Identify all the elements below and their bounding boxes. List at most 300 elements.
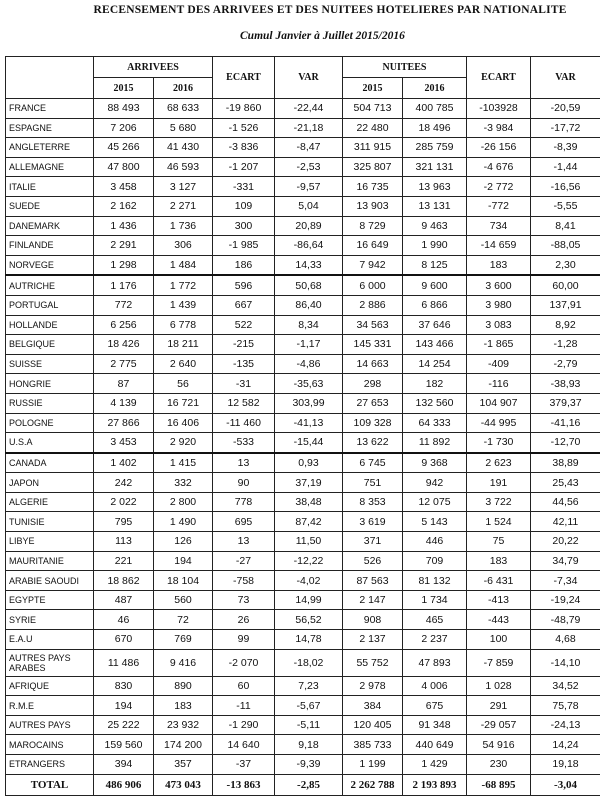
arrivees-ecart-cell: -31 [213, 374, 275, 394]
nuitees-ecart-cell: 3 980 [467, 295, 531, 315]
arrivees-2016-header: 2016 [154, 78, 213, 99]
arrivees-ecart-cell: 13 [213, 453, 275, 473]
arrivees-ecart-cell: -3 836 [213, 138, 275, 158]
nuitees-ecart-cell: -409 [467, 354, 531, 374]
table-row [6, 236, 600, 256]
table-row [6, 196, 600, 216]
arrivees-var-cell: 86,40 [275, 295, 343, 315]
table-row [6, 275, 600, 295]
arrivees-ecart-cell: 695 [213, 512, 275, 532]
arrivees-var-cell: 20,89 [275, 216, 343, 236]
arrivees-2015-cell: 1 298 [94, 255, 154, 275]
nuitees-2015-cell: 120 405 [343, 715, 403, 735]
nuitees-var-cell: -1,28 [531, 335, 600, 355]
country-cell: FRANCE [6, 99, 94, 119]
arrivees-2015-cell: 221 [94, 551, 154, 571]
arrivees-var-cell: -5,67 [275, 696, 343, 716]
arrivees-ecart-cell: -19 860 [213, 99, 275, 119]
nuitees-var-cell: -2,79 [531, 354, 600, 374]
nuitees-ecart-cell: 183 [467, 255, 531, 275]
arrivees-var-cell: -4,86 [275, 354, 343, 374]
country-cell: SUEDE [6, 196, 94, 216]
country-cell: TOTAL [6, 774, 94, 795]
nuitees-2015-cell: 1 199 [343, 755, 403, 775]
table-row [6, 393, 600, 413]
arrivees-2015-cell: 46 [94, 610, 154, 630]
table-row [6, 295, 600, 315]
nuitees-2016-cell: 37 646 [403, 315, 467, 335]
table-row [6, 590, 600, 610]
arrivees-2015-cell: 394 [94, 755, 154, 775]
country-cell: LIBYE [6, 532, 94, 552]
nuitees-ecart-cell: -68 895 [467, 774, 531, 795]
nuitees-var-cell: -3,04 [531, 774, 600, 795]
arrivees-2016-cell: 174 200 [154, 735, 213, 755]
country-header [6, 57, 94, 99]
arrivees-ecart-cell: -11 [213, 696, 275, 716]
nuitees-2015-cell: 7 942 [343, 255, 403, 275]
nationality-table [5, 56, 600, 796]
arrivees-ecart-cell: -2 070 [213, 649, 275, 676]
nuitees-var-cell: -7,34 [531, 571, 600, 591]
arrivees-var-cell: 37,19 [275, 473, 343, 493]
table-row [6, 532, 600, 552]
table-row [6, 571, 600, 591]
country-cell: EGYPTE [6, 590, 94, 610]
country-cell: ESPAGNE [6, 118, 94, 138]
country-cell: RUSSIE [6, 393, 94, 413]
country-cell: HONGRIE [6, 374, 94, 394]
arrivees-ecart-cell: 73 [213, 590, 275, 610]
country-cell: MAURITANIE [6, 551, 94, 571]
nuitees-ecart-cell: -413 [467, 590, 531, 610]
nuitees-2016-cell: 5 143 [403, 512, 467, 532]
arrivees-2015-cell: 3 458 [94, 177, 154, 197]
arrivees-var-cell: 14,33 [275, 255, 343, 275]
arrivees-2016-cell: 56 [154, 374, 213, 394]
nuitees-2015-cell: 2 886 [343, 295, 403, 315]
arrivees-2016-cell: 18 104 [154, 571, 213, 591]
nuitees-2016-header: 2016 [403, 78, 467, 99]
nuitees-2015-cell: 2 262 788 [343, 774, 403, 795]
arrivees-ecart-cell: 14 640 [213, 735, 275, 755]
arrivees-var-cell: 5,04 [275, 196, 343, 216]
table-row [6, 138, 600, 158]
arrivees-ecart-cell: -135 [213, 354, 275, 374]
arrivees-2016-cell: 9 416 [154, 649, 213, 676]
nuitees-2016-cell: 9 463 [403, 216, 467, 236]
arrivees-header: ARRIVEES [94, 57, 213, 78]
arrivees-ecart-header: ECART [213, 57, 275, 99]
country-cell: ITALIE [6, 177, 94, 197]
table-row [6, 413, 600, 433]
arrivees-2015-cell: 18 426 [94, 335, 154, 355]
nuitees-var-cell: -8,39 [531, 138, 600, 158]
arrivees-2015-cell: 486 906 [94, 774, 154, 795]
arrivees-2015-cell: 45 266 [94, 138, 154, 158]
nuitees-2015-cell: 908 [343, 610, 403, 630]
nuitees-var-cell: -20,59 [531, 99, 600, 119]
nuitees-ecart-cell: -6 431 [467, 571, 531, 591]
arrivees-2016-cell: 560 [154, 590, 213, 610]
nuitees-header: NUITEES [343, 57, 467, 78]
arrivees-ecart-cell: -37 [213, 755, 275, 775]
arrivees-2015-cell: 47 800 [94, 157, 154, 177]
arrivees-2016-cell: 6 778 [154, 315, 213, 335]
nuitees-2015-cell: 2 137 [343, 630, 403, 650]
country-cell: U.S.A [6, 433, 94, 453]
country-cell: NORVEGE [6, 255, 94, 275]
arrivees-2016-cell: 473 043 [154, 774, 213, 795]
arrivees-2016-cell: 3 127 [154, 177, 213, 197]
arrivees-var-cell: 9,18 [275, 735, 343, 755]
arrivees-ecart-cell: 26 [213, 610, 275, 630]
nuitees-var-cell: -14,10 [531, 649, 600, 676]
arrivees-ecart-cell: 109 [213, 196, 275, 216]
nuitees-2016-cell: 13 963 [403, 177, 467, 197]
arrivees-var-cell: 7,23 [275, 676, 343, 696]
arrivees-ecart-cell: -758 [213, 571, 275, 591]
arrivees-var-cell: -12,22 [275, 551, 343, 571]
arrivees-var-cell: 87,42 [275, 512, 343, 532]
arrivees-ecart-cell: 300 [213, 216, 275, 236]
nuitees-var-cell: 379,37 [531, 393, 600, 413]
table-row [6, 157, 600, 177]
nuitees-var-cell: -88,05 [531, 236, 600, 256]
arrivees-2015-cell: 2 162 [94, 196, 154, 216]
nuitees-var-cell: 34,52 [531, 676, 600, 696]
total-row [6, 774, 600, 795]
country-cell: DANEMARK [6, 216, 94, 236]
table-row [6, 354, 600, 374]
nuitees-var-cell: 4,68 [531, 630, 600, 650]
arrivees-var-cell: 38,48 [275, 492, 343, 512]
nuitees-2016-cell: 13 131 [403, 196, 467, 216]
nuitees-2016-cell: 446 [403, 532, 467, 552]
arrivees-2016-cell: 890 [154, 676, 213, 696]
arrivees-var-cell: -2,85 [275, 774, 343, 795]
nuitees-2016-cell: 47 893 [403, 649, 467, 676]
arrivees-var-cell: -1,17 [275, 335, 343, 355]
nuitees-2016-cell: 91 348 [403, 715, 467, 735]
nuitees-2016-cell: 14 254 [403, 354, 467, 374]
country-cell: HOLLANDE [6, 315, 94, 335]
arrivees-2016-cell: 46 593 [154, 157, 213, 177]
arrivees-var-cell: -8,47 [275, 138, 343, 158]
nuitees-2016-cell: 321 131 [403, 157, 467, 177]
arrivees-var-cell: 56,52 [275, 610, 343, 630]
table-row [6, 374, 600, 394]
arrivees-2015-cell: 6 256 [94, 315, 154, 335]
arrivees-var-cell: -41,13 [275, 413, 343, 433]
nuitees-2015-cell: 13 622 [343, 433, 403, 453]
country-cell: AUTRICHE [6, 275, 94, 295]
arrivees-ecart-cell: 522 [213, 315, 275, 335]
nuitees-2016-cell: 9 368 [403, 453, 467, 473]
arrivees-2016-cell: 2 920 [154, 433, 213, 453]
country-cell: TUNISIE [6, 512, 94, 532]
nuitees-ecart-cell: -443 [467, 610, 531, 630]
nuitees-2016-cell: 2 193 893 [403, 774, 467, 795]
arrivees-ecart-cell: 596 [213, 275, 275, 295]
nuitees-ecart-cell: 2 623 [467, 453, 531, 473]
arrivees-2016-cell: 769 [154, 630, 213, 650]
nuitees-2015-cell: 16 735 [343, 177, 403, 197]
nuitees-var-cell: 42,11 [531, 512, 600, 532]
arrivees-2016-cell: 16 406 [154, 413, 213, 433]
country-cell: AUTRES PAYS ARABES [6, 649, 94, 676]
arrivees-2015-cell: 87 [94, 374, 154, 394]
arrivees-2016-cell: 306 [154, 236, 213, 256]
arrivees-2015-cell: 2 775 [94, 354, 154, 374]
arrivees-var-cell: -2,53 [275, 157, 343, 177]
country-cell: ARABIE SAOUDI [6, 571, 94, 591]
table-row [6, 453, 600, 473]
nuitees-var-cell: -19,24 [531, 590, 600, 610]
nuitees-var-cell: 44,56 [531, 492, 600, 512]
nuitees-2016-cell: 18 496 [403, 118, 467, 138]
nuitees-ecart-cell: -29 057 [467, 715, 531, 735]
arrivees-2015-cell: 1 402 [94, 453, 154, 473]
table-row [6, 512, 600, 532]
nuitees-2015-cell: 6 000 [343, 275, 403, 295]
arrivees-2015-cell: 88 493 [94, 99, 154, 119]
nuitees-var-cell: 34,79 [531, 551, 600, 571]
arrivees-ecart-cell: 667 [213, 295, 275, 315]
nuitees-var-cell: -24,13 [531, 715, 600, 735]
country-cell: JAPON [6, 473, 94, 493]
nuitees-2016-cell: 6 866 [403, 295, 467, 315]
nuitees-var-cell: 20,22 [531, 532, 600, 552]
nuitees-2016-cell: 2 237 [403, 630, 467, 650]
arrivees-var-cell: 0,93 [275, 453, 343, 473]
arrivees-2015-cell: 159 560 [94, 735, 154, 755]
nuitees-var-cell: 19,18 [531, 755, 600, 775]
nuitees-ecart-cell: 191 [467, 473, 531, 493]
arrivees-ecart-cell: -27 [213, 551, 275, 571]
table-row [6, 735, 600, 755]
nuitees-2015-cell: 109 328 [343, 413, 403, 433]
arrivees-2016-cell: 72 [154, 610, 213, 630]
nuitees-ecart-cell: 1 524 [467, 512, 531, 532]
nuitees-var-cell: -48,79 [531, 610, 600, 630]
country-cell: AFRIQUE [6, 676, 94, 696]
arrivees-ecart-cell: -215 [213, 335, 275, 355]
arrivees-var-cell: 50,68 [275, 275, 343, 295]
arrivees-2015-header: 2015 [94, 78, 154, 99]
table-row [6, 177, 600, 197]
nuitees-ecart-cell: -116 [467, 374, 531, 394]
nuitees-ecart-cell: -7 859 [467, 649, 531, 676]
arrivees-var-header: VAR [275, 57, 343, 99]
arrivees-2015-cell: 194 [94, 696, 154, 716]
nuitees-2015-cell: 751 [343, 473, 403, 493]
nuitees-var-cell: 60,00 [531, 275, 600, 295]
arrivees-ecart-cell: 186 [213, 255, 275, 275]
nuitees-2016-cell: 143 466 [403, 335, 467, 355]
arrivees-2015-cell: 670 [94, 630, 154, 650]
nuitees-2015-cell: 13 903 [343, 196, 403, 216]
country-cell: ALGERIE [6, 492, 94, 512]
arrivees-2016-cell: 183 [154, 696, 213, 716]
nuitees-2016-cell: 1 734 [403, 590, 467, 610]
nuitees-var-cell: -16,56 [531, 177, 600, 197]
arrivees-2015-cell: 18 862 [94, 571, 154, 591]
arrivees-ecart-cell: -1 290 [213, 715, 275, 735]
arrivees-2016-cell: 1 736 [154, 216, 213, 236]
nuitees-ecart-cell: 100 [467, 630, 531, 650]
nuitees-ecart-cell: -2 772 [467, 177, 531, 197]
arrivees-2016-cell: 2 271 [154, 196, 213, 216]
nuitees-ecart-cell: -772 [467, 196, 531, 216]
nuitees-2015-header: 2015 [343, 78, 403, 99]
nuitees-ecart-cell: -103928 [467, 99, 531, 119]
nuitees-2015-cell: 384 [343, 696, 403, 716]
nuitees-ecart-cell: 54 916 [467, 735, 531, 755]
nuitees-ecart-cell: -1 730 [467, 433, 531, 453]
nuitees-2016-cell: 4 006 [403, 676, 467, 696]
arrivees-2015-cell: 4 139 [94, 393, 154, 413]
arrivees-2015-cell: 2 291 [94, 236, 154, 256]
arrivees-2016-cell: 1 439 [154, 295, 213, 315]
table-row [6, 335, 600, 355]
nuitees-2015-cell: 6 745 [343, 453, 403, 473]
arrivees-2016-cell: 332 [154, 473, 213, 493]
table-row [6, 315, 600, 335]
table-row [6, 715, 600, 735]
arrivees-2016-cell: 68 633 [154, 99, 213, 119]
table-row [6, 676, 600, 696]
nuitees-ecart-cell: 1 028 [467, 676, 531, 696]
arrivees-2016-cell: 41 430 [154, 138, 213, 158]
country-cell: BELGIQUE [6, 335, 94, 355]
nuitees-2016-cell: 8 125 [403, 255, 467, 275]
arrivees-ecart-cell: 13 [213, 532, 275, 552]
nuitees-2015-cell: 16 649 [343, 236, 403, 256]
nuitees-ecart-cell: -44 995 [467, 413, 531, 433]
country-cell: ALLEMAGNE [6, 157, 94, 177]
arrivees-2015-cell: 1 436 [94, 216, 154, 236]
nuitees-2015-cell: 325 807 [343, 157, 403, 177]
arrivees-2016-cell: 18 211 [154, 335, 213, 355]
country-cell: AUTRES PAYS [6, 715, 94, 735]
arrivees-2015-cell: 11 486 [94, 649, 154, 676]
arrivees-ecart-cell: 90 [213, 473, 275, 493]
nuitees-2015-cell: 3 619 [343, 512, 403, 532]
nuitees-ecart-cell: 75 [467, 532, 531, 552]
nuitees-2016-cell: 465 [403, 610, 467, 630]
nuitees-var-cell: 38,89 [531, 453, 600, 473]
arrivees-var-cell: 303,99 [275, 393, 343, 413]
arrivees-var-cell: -9,39 [275, 755, 343, 775]
nuitees-ecart-cell: 3 722 [467, 492, 531, 512]
table-body [6, 99, 600, 796]
arrivees-var-cell: -5,11 [275, 715, 343, 735]
country-cell: PORTUGAL [6, 295, 94, 315]
arrivees-var-cell: -18,02 [275, 649, 343, 676]
nuitees-2016-cell: 9 600 [403, 275, 467, 295]
country-cell: SUISSE [6, 354, 94, 374]
nuitees-2015-cell: 385 733 [343, 735, 403, 755]
arrivees-2016-cell: 16 721 [154, 393, 213, 413]
table-row [6, 118, 600, 138]
nuitees-ecart-cell: -26 156 [467, 138, 531, 158]
nuitees-ecart-header: ECART [467, 57, 531, 99]
nuitees-2016-cell: 675 [403, 696, 467, 716]
nuitees-2015-cell: 8 729 [343, 216, 403, 236]
arrivees-2016-cell: 1 490 [154, 512, 213, 532]
arrivees-2015-cell: 3 453 [94, 433, 154, 453]
arrivees-2016-cell: 1 415 [154, 453, 213, 473]
table-row [6, 696, 600, 716]
arrivees-var-cell: 14,78 [275, 630, 343, 650]
country-cell: MAROCAINS [6, 735, 94, 755]
nuitees-2015-cell: 2 147 [343, 590, 403, 610]
arrivees-ecart-cell: -1 207 [213, 157, 275, 177]
nuitees-2015-cell: 8 353 [343, 492, 403, 512]
nuitees-2015-cell: 504 713 [343, 99, 403, 119]
arrivees-2015-cell: 25 222 [94, 715, 154, 735]
nuitees-var-cell: 8,41 [531, 216, 600, 236]
arrivees-var-cell: 8,34 [275, 315, 343, 335]
arrivees-ecart-cell: -1 985 [213, 236, 275, 256]
arrivees-2016-cell: 2 800 [154, 492, 213, 512]
nuitees-var-cell: 8,92 [531, 315, 600, 335]
arrivees-2015-cell: 27 866 [94, 413, 154, 433]
nuitees-ecart-cell: 3 600 [467, 275, 531, 295]
arrivees-ecart-cell: -331 [213, 177, 275, 197]
nuitees-ecart-cell: -4 676 [467, 157, 531, 177]
arrivees-ecart-cell: 778 [213, 492, 275, 512]
arrivees-2016-cell: 1 772 [154, 275, 213, 295]
nuitees-2015-cell: 87 563 [343, 571, 403, 591]
arrivees-var-cell: -15,44 [275, 433, 343, 453]
country-cell: E.A.U [6, 630, 94, 650]
nuitees-ecart-cell: -14 659 [467, 236, 531, 256]
table-row [6, 473, 600, 493]
arrivees-2015-cell: 487 [94, 590, 154, 610]
arrivees-2015-cell: 7 206 [94, 118, 154, 138]
nuitees-2016-cell: 11 892 [403, 433, 467, 453]
country-cell: CANADA [6, 453, 94, 473]
nuitees-ecart-cell: 734 [467, 216, 531, 236]
nuitees-2015-cell: 145 331 [343, 335, 403, 355]
country-cell: FINLANDE [6, 236, 94, 256]
nuitees-2016-cell: 942 [403, 473, 467, 493]
nuitees-var-cell: 25,43 [531, 473, 600, 493]
nuitees-2015-cell: 27 653 [343, 393, 403, 413]
nuitees-var-cell: 137,91 [531, 295, 600, 315]
nuitees-var-cell: 2,30 [531, 255, 600, 275]
table-row [6, 99, 600, 119]
nuitees-ecart-cell: 183 [467, 551, 531, 571]
arrivees-2016-cell: 2 640 [154, 354, 213, 374]
table-row [6, 755, 600, 775]
arrivees-var-cell: -22,44 [275, 99, 343, 119]
table-row [6, 216, 600, 236]
nuitees-2015-cell: 2 978 [343, 676, 403, 696]
nuitees-ecart-cell: 291 [467, 696, 531, 716]
nuitees-2016-cell: 132 560 [403, 393, 467, 413]
arrivees-ecart-cell: 99 [213, 630, 275, 650]
arrivees-ecart-cell: 12 582 [213, 393, 275, 413]
nuitees-2015-cell: 298 [343, 374, 403, 394]
arrivees-2015-cell: 795 [94, 512, 154, 532]
arrivees-var-cell: 11,50 [275, 532, 343, 552]
arrivees-2015-cell: 830 [94, 676, 154, 696]
arrivees-2016-cell: 5 680 [154, 118, 213, 138]
arrivees-2015-cell: 242 [94, 473, 154, 493]
